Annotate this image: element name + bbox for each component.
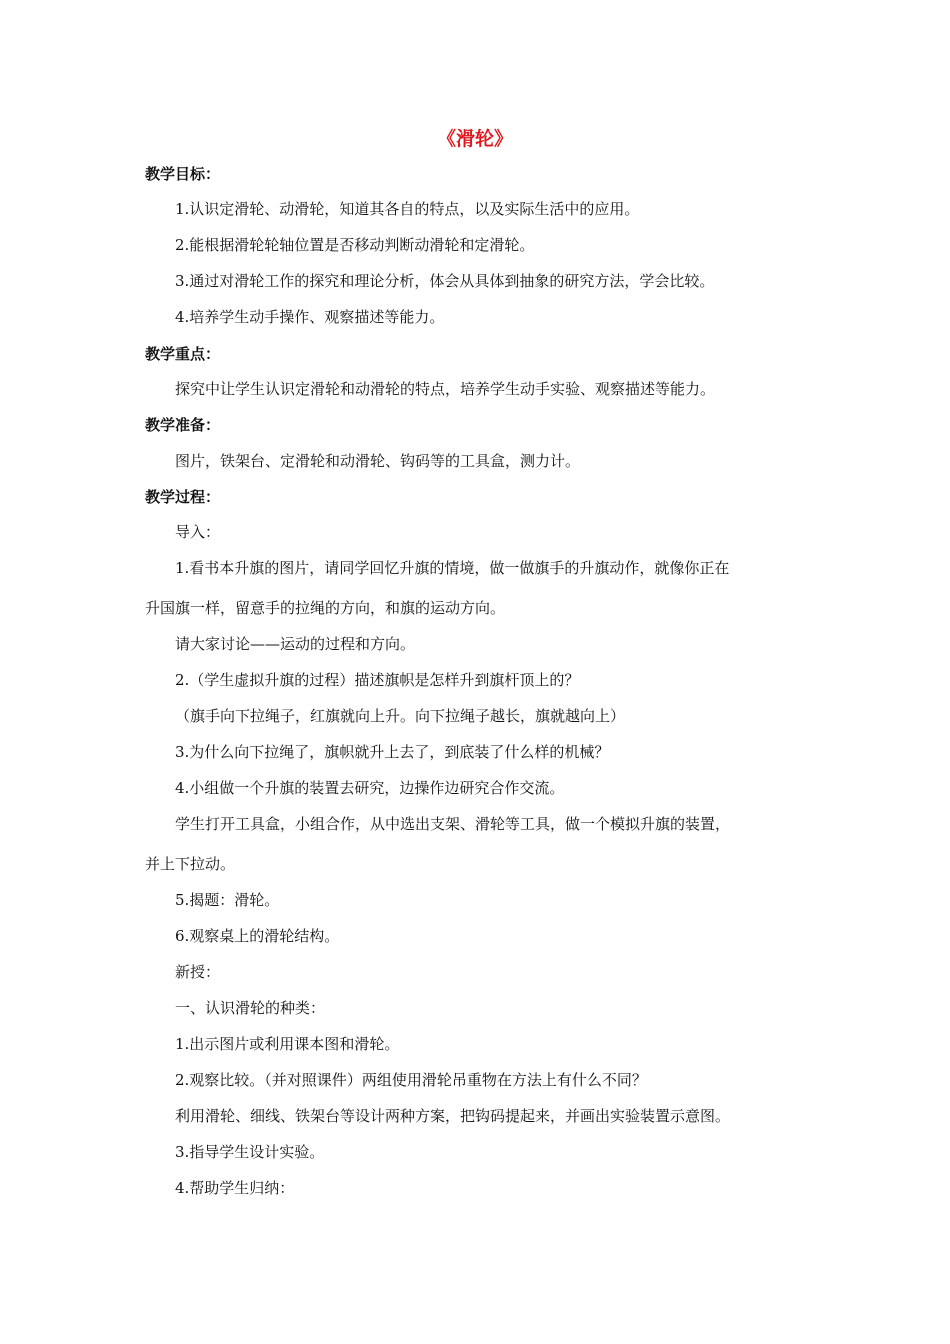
process-heading: 教学过程： [145, 488, 221, 506]
goals-heading: 教学目标： [145, 165, 221, 183]
focus-heading: 教学重点： [145, 345, 221, 363]
process-step-1b: 请大家讨论——运动的过程和方向。 [175, 635, 416, 653]
process-step-5: 5.揭题：滑轮。 [175, 891, 280, 909]
process-step-4b: 学生打开工具盒，小组合作，从中选出支架、滑轮等工具，做一个模拟升旗的装置， [175, 815, 731, 833]
prep-text: 图片，铁架台、定滑轮和动滑轮、钩码等的工具盒，测力计。 [175, 452, 581, 470]
new-step-4: 4.帮助学生归纳： [175, 1179, 295, 1197]
process-step-2b: （旗手向下拉绳子，红旗就向上升。向下拉绳子越长，旗就越向上） [175, 707, 626, 725]
focus-text: 探究中让学生认识定滑轮和动滑轮的特点，培养学生动手实验、观察描述等能力。 [175, 380, 716, 398]
goal-item-3: 3.通过对滑轮工作的探究和理论分析，体会从具体到抽象的研究方法，学会比较。 [175, 272, 715, 290]
process-step-1: 1.看书本升旗的图片，请同学回忆升旗的情境，做一做旗手的升旗动作，就像你正在 [175, 559, 730, 577]
new-step-3: 3.指导学生设计实验。 [175, 1143, 325, 1161]
prep-heading: 教学准备： [145, 416, 221, 434]
new-label: 新授： [175, 963, 221, 981]
process-step-3: 3.为什么向下拉绳了，旗帜就升上去了，到底装了什么样的机械？ [175, 743, 610, 761]
process-step-6: 6.观察桌上的滑轮结构。 [175, 927, 340, 945]
part1-heading: 一、认识滑轮的种类： [175, 999, 326, 1017]
goal-item-1: 1.认识定滑轮、动滑轮，知道其各自的特点，以及实际生活中的应用。 [175, 200, 640, 218]
page-title: 《滑轮》 [436, 128, 513, 150]
new-step-2b: 利用滑轮、细线、铁架台等设计两种方案，把钩码提起来，并画出实验装置示意图。 [175, 1107, 731, 1125]
new-step-1: 1.出示图片或利用课本图和滑轮。 [175, 1035, 400, 1053]
process-step-4: 4.小组做一个升旗的装置去研究，边操作边研究合作交流。 [175, 779, 565, 797]
new-step-2: 2.观察比较。（并对照课件）两组使用滑轮吊重物在方法上有什么不同？ [175, 1071, 647, 1089]
goal-item-2: 2.能根据滑轮轮轴位置是否移动判断动滑轮和定滑轮。 [175, 236, 535, 254]
process-step-1-cont: 升国旗一样，留意手的拉绳的方向，和旗的运动方向。 [145, 599, 506, 617]
intro-label: 导入： [175, 523, 221, 541]
process-step-4b-cont: 并上下拉动。 [145, 855, 236, 873]
goal-item-4: 4.培养学生动手操作、观察描述等能力。 [175, 308, 445, 326]
process-step-2: 2.（学生虚拟升旗的过程）描述旗帜是怎样升到旗杆顶上的？ [175, 671, 580, 689]
